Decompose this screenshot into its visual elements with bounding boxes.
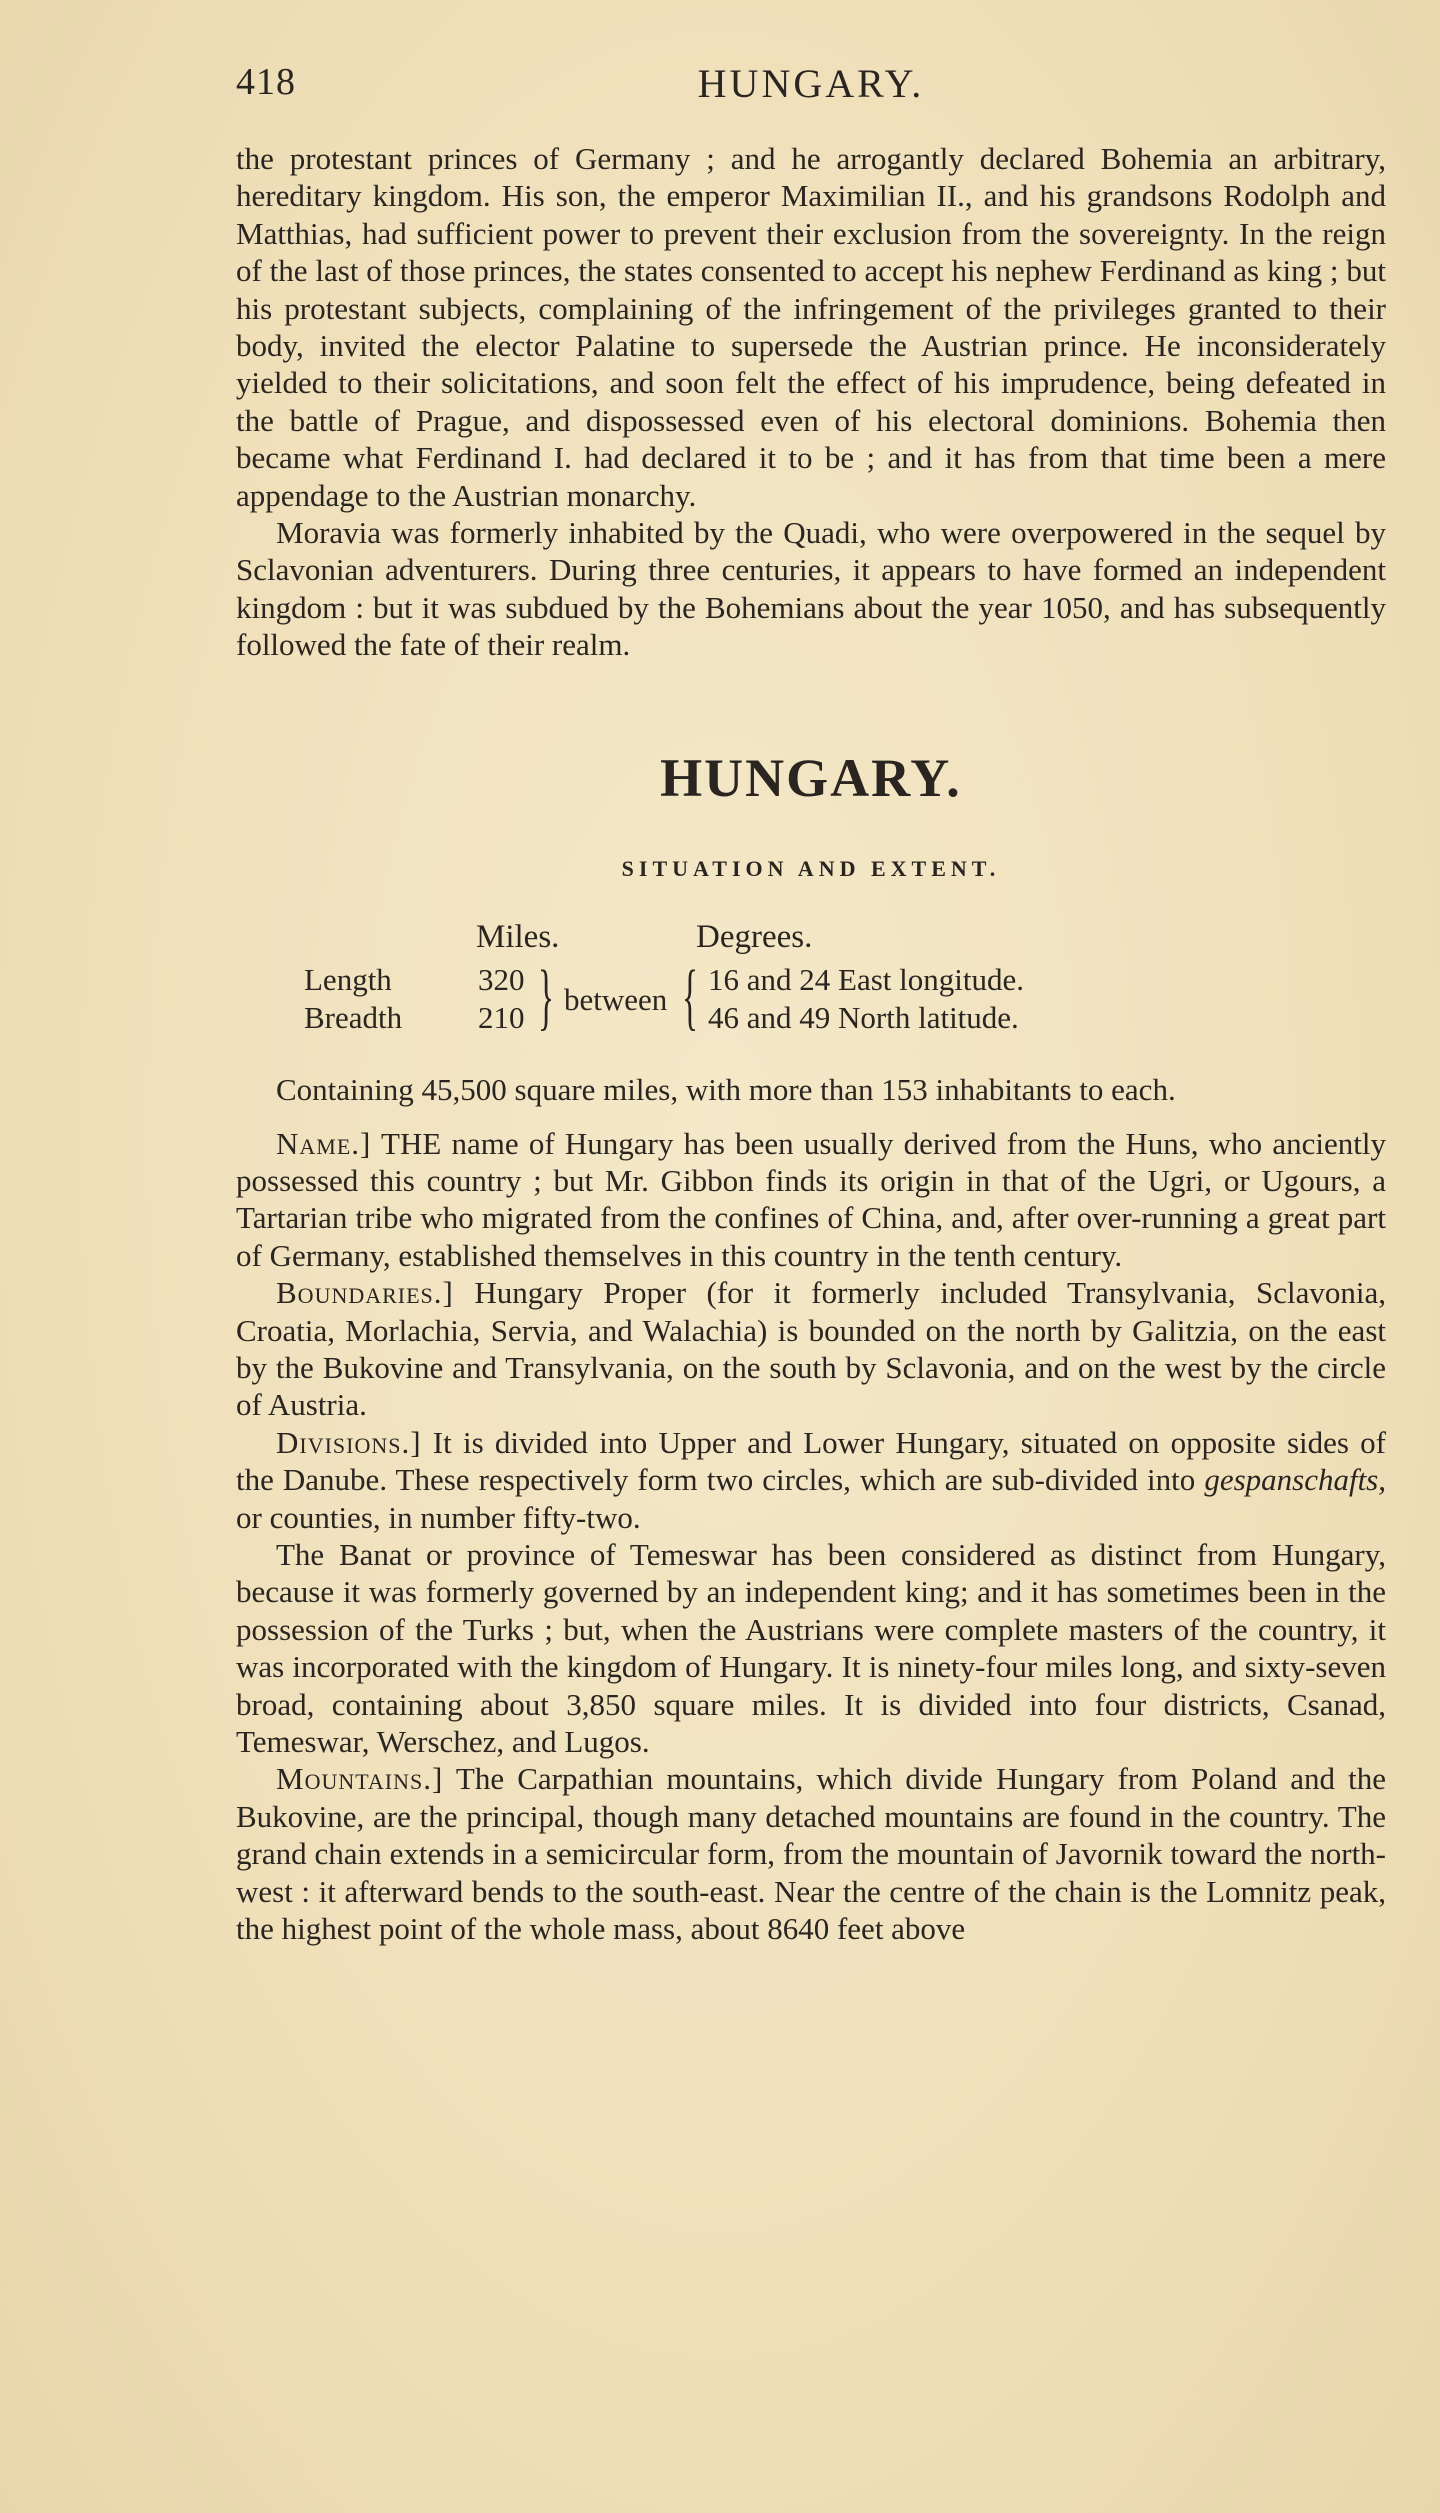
section-subtitle: SITUATION AND EXTENT. [621, 855, 1001, 881]
section-title: HUNGARY. [660, 747, 962, 808]
mountains-text: The Carpathian mountains, which divide Hungary from Poland and the Bukovine, are the principal, though many detached mountains are found in the country. The grand chain extends in a semicircular form, from the mountain of Javornik toward the north-west : it afterward bends to the south-east. Near the centre of the chain is the Lomnitz peak, the highest point of the whole mass, about 8640 feet above [236, 1761, 1386, 1947]
running-head: HUNGARY. [697, 61, 925, 106]
divisions-paragraph [236, 1424, 1386, 1536]
length-label: Length [304, 962, 392, 998]
name-paragraph [236, 1125, 1386, 1275]
boundaries-paragraph [236, 1274, 1386, 1424]
breadth-miles: 210 [478, 1000, 525, 1036]
bohemia-paragraph: the protestant princes of Germany ; and he arrogantly declared Bohemia an arbitrary, hereditary kingdom. His son, the emperor Maximilian II., and his grandsons Rodolph and Matthias, had sufficient power to prevent their exclusion from the sovereignty. In the reign of the last of those princes, the states consented to accept his nephew Ferdinand as king ; but his protestant subjects, complaining of the infringement of the privileges granted to their body, invited the elector Palatine to supersede the Austrian prince. He inconsiderately yielded to their solicitations, and soon felt the effect of his imprudence, being defeated in the battle of Prague, and dispossessed even of his electoral dominions. Bohemia then became what Ferdinand I. had declared it to be ; and it has from that time been a mere appendage to the Austrian monarchy. [236, 141, 1386, 513]
length-degrees: 16 and 24 East longitude. [708, 962, 1024, 998]
mountains-label: Mountains.] [276, 1761, 444, 1797]
divisions-text: It is divided into Upper and Lower Hungary, situated on opposite sides of the Danube. These respectively form two circles, which are sub-divided into [236, 1424, 1386, 1498]
extent-table [236, 919, 1386, 1071]
banat-paragraph: The Banat or province of Temeswar has been considered as distinct from Hungary, because it was formerly governed by an independent king; and it has sometimes been in the possession of the Turks ; but, when the Austrians were complete masters of the country, it was incorporated with the kingdom of Hungary. It is ninety-four miles long, and sixty-seven broad, containing about 3,850 square miles. It is divided into four districts, Csanad, Temeswar, Werschez, and Lugos. [236, 1536, 1386, 1759]
boundaries-text: Hungary Proper (for it formerly included Transylvania, Sclavonia, Croatia, Morlachia, Servia, and Walachia) is bounded on the north by Galitzia, on the east by the Bukovine and Transylvania, on the south by Sclavonia, and on the west by the circle of Austria. [236, 1275, 1386, 1423]
divisions-text-end: or counties, in number fifty-two. [236, 1499, 641, 1535]
breadth-degrees: 46 and 49 North latitude. [708, 1000, 1019, 1036]
left-brace-icon: } [538, 956, 554, 1039]
boundaries-label: Boundaries.] [276, 1275, 454, 1311]
divisions-italic-term: gespanschafts, [1204, 1462, 1386, 1498]
right-brace-icon: { [682, 956, 698, 1039]
containing-line: Containing 45,500 square miles, with more than 153 inhabitants to each. [276, 1072, 1176, 1108]
mountains-paragraph [236, 1760, 1386, 1947]
page-number: 418 [236, 61, 296, 103]
moravia-paragraph: Moravia was formerly inhabited by the Quadi, who were overpowered in the sequel by Sclavonian adventurers. During three centuries, it appears to have formed an independent kingdom : but it was subdued by the Bohemians about the year 1050, and has subsequently followed the fate of their realm. [236, 515, 1386, 663]
divisions-label: Divisions.] [276, 1424, 422, 1460]
breadth-label: Breadth [304, 1000, 403, 1036]
degrees-header: Degrees. [696, 919, 813, 956]
miles-header: Miles. [476, 919, 560, 956]
between-label: between [564, 982, 668, 1018]
name-label: Name.] [276, 1125, 372, 1161]
name-text: THE name of Hungary has been usually derived from the Huns, who anciently possessed this country ; but Mr. Gibbon finds its origin in that of the Ugri, or Ugours, a Tartarian tribe who migrated from the confines of China, and, after over-running a great part of Germany, established themselves in this country in the tenth century. [236, 1125, 1386, 1273]
page-header [236, 60, 1386, 120]
page-body [236, 140, 1386, 1947]
length-miles: 320 [478, 962, 525, 998]
